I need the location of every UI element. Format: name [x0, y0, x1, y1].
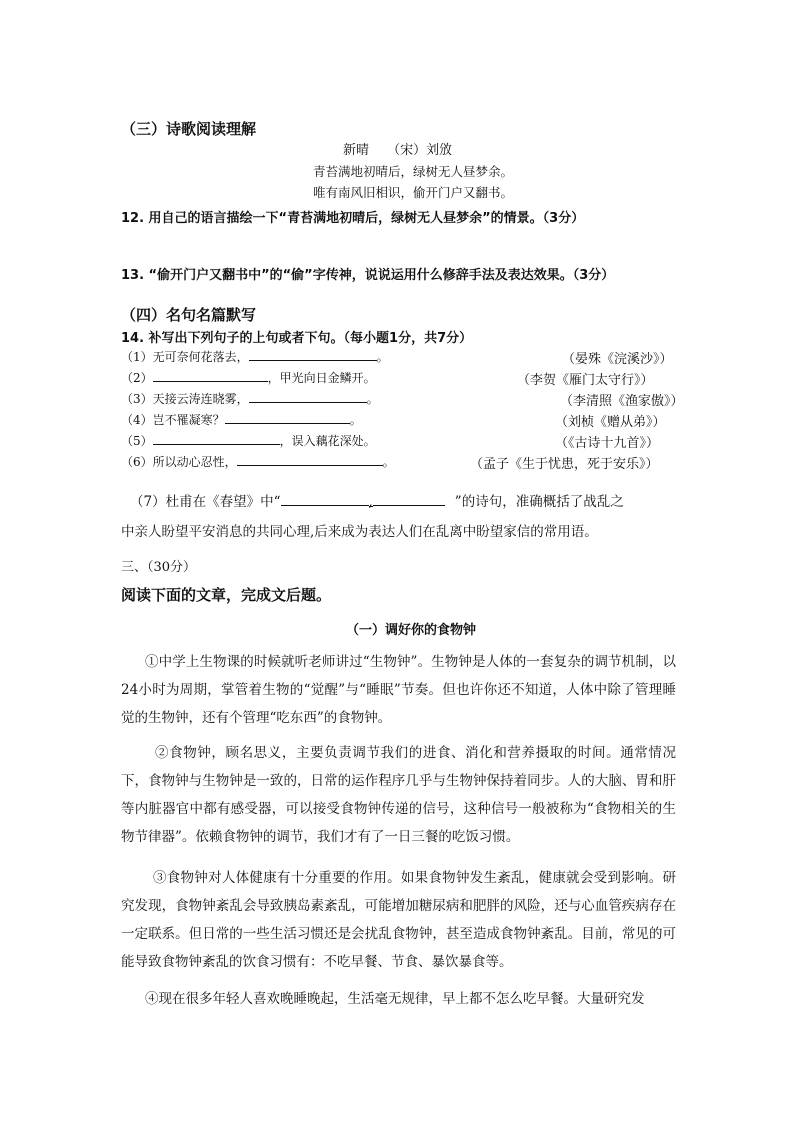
fill-num: （6） — [121, 455, 153, 469]
fill-source-3: （李清照《渔家傲》） — [560, 394, 684, 409]
fill-source-6: （孟子《生于忧患，死于安乐》） — [470, 457, 659, 472]
fill-pre: 所以动心忍性， — [152, 455, 237, 469]
fill-item-7-line2: 中亲人盼望平安消息的共同心理,后来成为表达人们在乱离中盼望家信的常用语。 — [121, 524, 598, 540]
fill-item-3 — [121, 390, 379, 407]
fill-post: ，误入藕花深处。 — [279, 434, 376, 448]
fill-pre: 无可奈何花落去， — [152, 350, 249, 364]
fill-source-1: （晏殊《浣溪沙》） — [562, 352, 673, 367]
fill-post: 。 — [382, 455, 395, 469]
part-three-heading: 三、（30分） — [121, 560, 197, 575]
answer-blank-3[interactable] — [249, 390, 367, 403]
poem-title-text: 新晴 — [343, 143, 370, 158]
fill-pre: 天接云涛连晓雾， — [152, 392, 249, 406]
article-title: （一）调好你的食物钟 — [346, 623, 477, 638]
fill-num: （1） — [121, 350, 153, 364]
fill-item-7 — [130, 490, 624, 510]
article-paragraph-3: ③食物钟对人体健康有十分重要的作用。如果食物钟发生紊乱，健康就会受到影响。研究发现，食物钟紊乱会导致胰岛素紊乱，可能增加糖尿病和肥胖的风险，还与心血管疾病存在一定联系。但日常的一些生活习惯还是会扰乱食物钟，甚至造成食物钟紊乱。目前，常见的可能导致食物钟紊乱的饮食习惯有：不吃早餐、节食、暴饮暴食等。 — [121, 870, 676, 970]
poem-line-1: 青苔满地初晴后，绿树无人昼梦余。 — [313, 164, 514, 179]
fill-item-1 — [121, 348, 389, 365]
fill-pre: 岂不罹凝寒？ — [152, 413, 225, 427]
answer-blank-2[interactable] — [153, 369, 268, 382]
fill-post: 。 — [376, 350, 389, 364]
fill-post: ，甲光向日金鳞开。 — [267, 371, 376, 385]
answer-blank-5[interactable] — [153, 432, 280, 445]
fill-post: 。 — [366, 392, 379, 406]
section-heading-recitation: （四）名句名篇默写 — [121, 306, 257, 324]
answer-blank-7b[interactable] — [373, 493, 445, 506]
fill-source-2: （李贺《雁门太守行》） — [517, 373, 654, 388]
fill-item-6 — [121, 453, 395, 470]
poem-author: （宋）刘攽 — [387, 143, 453, 158]
answer-blank-4[interactable] — [225, 411, 350, 424]
fill-7-end: ”的诗句，准确概括了战乱之 — [454, 494, 624, 510]
fill-num: （3） — [121, 392, 153, 406]
article-paragraph-4: ④现在很多年轻人喜欢晚睡晚起，生活毫无规律，早上都不怎么吃早餐。大量研究发 — [145, 991, 645, 1007]
fill-item-4 — [121, 411, 362, 428]
fill-num: （5） — [121, 434, 153, 448]
fill-num: （2） — [121, 371, 153, 385]
poem-title — [343, 139, 452, 158]
fill-7-comma: , — [368, 494, 373, 510]
question-12: 12. 用自己的语言描绘一下“青苔满地初晴后，绿树无人昼梦余”的情景。（3分） — [121, 211, 585, 226]
reading-instruction: 阅读下面的文章，完成文后题。 — [121, 586, 332, 604]
fill-source-4: （刘桢《赠从弟》） — [555, 415, 666, 430]
fill-item-2 — [121, 369, 376, 386]
answer-blank-6[interactable] — [237, 453, 383, 466]
article-paragraph-2: ②食物钟，顾名思义，主要负责调节我们的进食、消化和营养摄取的时间。通常情况下，食物钟与生物钟是一致的，日常的运作程序几乎与生物钟保持着同步。人的大脑、胃和肝等内脏器官中都有感受器，可以接受食物钟传递的信号，这种信号一般被称为“食物相关的生物节律器”。依赖食物钟的调节，我们才有了一日三餐的吃饭习惯。 — [121, 745, 676, 845]
question-13: 13. “偷开门户又翻书中”的“偷”字传神，说说运用什么修辞手法及表达效果。（3分） — [121, 268, 615, 283]
fill-post: 。 — [349, 413, 362, 427]
article-paragraph-1: ①中学上生物课的时候就听老师讲过“生物钟”。生物钟是人体的一套复杂的调节机制，以24小时为周期，掌管着生物的“觉醒”与“睡眠”节奏。但也许你还不知道，人体中除了管理睡觉的生物钟，还有个管理“吃东西”的食物钟。 — [121, 654, 676, 726]
poem-line-2: 唯有南风旧相识，偷开门户又翻书。 — [313, 185, 514, 200]
fill-num: （4） — [121, 413, 153, 427]
question-14: 14. 补写出下列句子的上句或者下句。（每小题1分，共7分） — [121, 331, 473, 346]
fill-7-start: （7）杜甫在《春望》中“ — [130, 494, 281, 510]
section-heading-poetry: （三）诗歌阅读理解 — [121, 120, 257, 138]
fill-source-5: （《古诗十九首》） — [555, 436, 660, 451]
answer-blank-1[interactable] — [249, 348, 377, 361]
fill-item-5 — [121, 432, 376, 449]
answer-blank-7a[interactable] — [281, 493, 369, 506]
